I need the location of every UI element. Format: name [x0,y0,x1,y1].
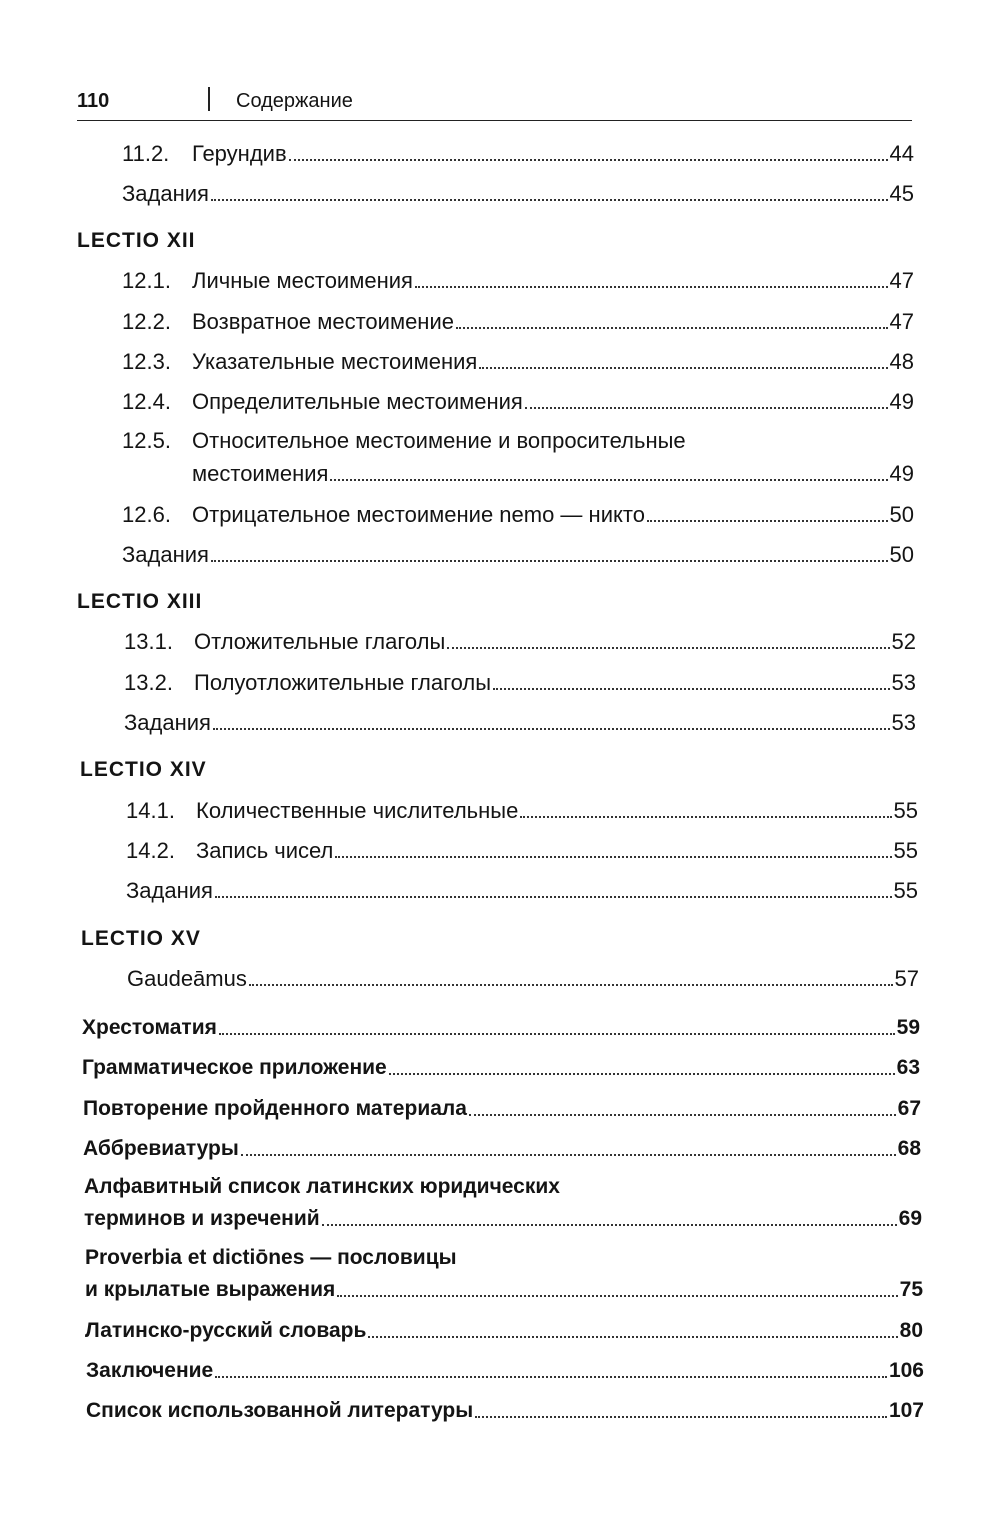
entry-page: 50 [889,502,914,527]
toc-entry-grammar-appendix[interactable] [82,1051,920,1081]
toc-entry-12-6[interactable] [122,498,914,528]
dot-leader [335,856,891,858]
toc-entry-13-2[interactable] [124,666,916,696]
entry-page: 50 [889,542,914,567]
entry-page: 48 [889,349,914,374]
entry-page: 68 [897,1137,921,1160]
toc-entry-12-3[interactable] [122,345,914,375]
entry-page: 63 [896,1056,920,1079]
dot-leader [215,896,892,898]
dot-leader [415,286,888,288]
entry-page: 80 [899,1319,923,1342]
entry-title: Повторение пройденного материала [83,1097,467,1120]
toc-entry-chrestomathy[interactable] [82,1011,920,1041]
section-lectio-xv[interactable]: LECTIO XV [81,927,201,950]
dot-leader [475,1416,887,1418]
entry-title: Указательные местоимения [192,349,478,374]
entry-title-cont: и крылатые выражения [85,1278,336,1301]
header-separator [208,87,210,111]
toc-entry-tasks-14[interactable] [126,874,918,904]
entry-number: 14.2. [126,838,175,863]
dot-leader [330,479,887,481]
dot-leader [647,520,888,522]
entry-number: 13.1. [124,629,173,654]
entry-page: 57 [894,966,919,991]
entry-number: 12.6. [122,502,171,527]
entry-number: 11.2. [122,141,170,166]
toc-entry-alphabetic-list-line2[interactable] [84,1202,922,1232]
toc-entry-12-4[interactable] [122,385,914,415]
toc-entry-tasks-11[interactable] [122,177,914,207]
dot-leader [368,1336,897,1338]
dot-leader [213,728,890,730]
entry-page: 44 [889,141,914,166]
entry-title: Запись чисел [196,838,334,863]
entry-page: 107 [888,1399,924,1422]
entry-page: 59 [896,1016,920,1039]
dot-leader [479,367,887,369]
toc-entry-14-1[interactable] [126,794,918,824]
entry-page: 47 [889,268,914,293]
entry-page: 52 [891,629,916,654]
entry-title: Задания [126,878,213,903]
entry-title-cont: местоимения [192,461,329,486]
entry-page: 55 [893,878,918,903]
dot-leader [289,159,888,161]
section-lectio-xii[interactable]: LECTIO XII [77,229,196,252]
entry-title: Gaudeāmus [127,966,247,991]
toc-entry-tasks-12[interactable] [122,538,914,568]
toc-entry-13-1[interactable] [124,625,916,655]
entry-number: 12.3. [122,349,171,374]
entry-page: 45 [889,181,914,206]
section-lectio-xiii[interactable]: LECTIO XIII [77,590,203,613]
entry-title: Аббревиатуры [83,1137,239,1160]
entry-title: Возвратное местоимение [192,309,454,334]
toc-entry-proverbia-line1[interactable]: Proverbia et dictiōnes — пословицы [85,1246,457,1269]
entry-title: Задания [124,710,211,735]
entry-title: Отрицательное местоимение nemo — никто [192,502,645,527]
entry-title: Отложительные глаголы [194,629,446,654]
entry-title-cont: терминов и изречений [84,1207,320,1230]
toc-entry-proverbia-line2[interactable] [85,1273,923,1303]
entry-title: Грамматическое приложение [82,1056,387,1079]
entry-title: Герундив [192,141,287,166]
entry-number: 12.1. [122,268,171,293]
dot-leader [241,1154,896,1156]
entry-title: Задания [122,542,209,567]
toc-entry-12-5-line1[interactable] [122,428,686,454]
entry-number: 12.4. [122,389,171,414]
dot-leader [520,816,891,818]
dot-leader [389,1073,895,1075]
dot-leader [215,1376,887,1378]
toc-entry-11-2[interactable] [122,137,914,167]
dot-leader [447,647,889,649]
dot-leader [219,1033,895,1035]
entry-page: 106 [888,1359,924,1382]
toc-entry-abbreviations[interactable] [83,1132,921,1162]
entry-title: Задания [122,181,209,206]
dot-leader [211,560,888,562]
toc-entry-12-5-line2[interactable] [192,457,914,487]
toc-entry-14-2[interactable] [126,834,918,864]
toc-entry-alphabetic-list-line1[interactable]: Алфавитный список латинских юридических [84,1175,560,1198]
toc-entry-tasks-13[interactable] [124,706,916,736]
entry-number: 12.5. [122,428,171,453]
toc-entry-12-1[interactable] [122,264,914,294]
dot-leader [469,1114,896,1116]
page-number: 110 [77,90,110,112]
entry-title: Список использованной литературы [86,1399,474,1422]
toc-entry-gaudeamus[interactable] [127,962,919,992]
entry-title: Заключение [86,1359,214,1382]
entry-title: Хрестоматия [82,1016,217,1039]
entry-page: 69 [898,1207,922,1230]
dot-leader [322,1224,897,1226]
entry-page: 49 [889,461,914,486]
entry-page: 55 [893,798,918,823]
section-lectio-xiv[interactable]: LECTIO XIV [80,758,207,781]
dot-leader [456,327,888,329]
dot-leader [249,984,893,986]
dot-leader [493,688,889,690]
dot-leader [525,407,888,409]
entry-page: 55 [893,838,918,863]
page-header [77,82,912,121]
entry-title: Относительное местоимение и вопросительные [192,428,686,453]
entry-page: 53 [891,670,916,695]
dot-leader [337,1295,897,1297]
toc-entry-bibliography[interactable] [86,1394,924,1424]
entry-number: 12.2. [122,309,171,334]
entry-title: Полуотложительные глаголы [194,670,492,695]
entry-number: 13.2. [124,670,173,695]
entry-page: 75 [899,1278,923,1301]
running-title: Содержание [236,90,353,112]
dot-leader [211,199,888,201]
entry-page: 53 [891,710,916,735]
entry-page: 67 [897,1097,921,1120]
toc-entry-review[interactable] [83,1092,921,1122]
entry-title: Определительные местоимения [192,389,523,414]
toc-entry-12-2[interactable] [122,305,914,335]
toc-entry-dictionary[interactable] [85,1314,923,1344]
entry-number: 14.1. [126,798,175,823]
entry-page: 49 [889,389,914,414]
entry-page: 47 [889,309,914,334]
toc-entry-conclusion[interactable] [86,1354,924,1384]
entry-title: Количественные числительные [196,798,519,823]
entry-title: Личные местоимения [192,268,413,293]
entry-title: Латинско-русский словарь [85,1319,367,1342]
